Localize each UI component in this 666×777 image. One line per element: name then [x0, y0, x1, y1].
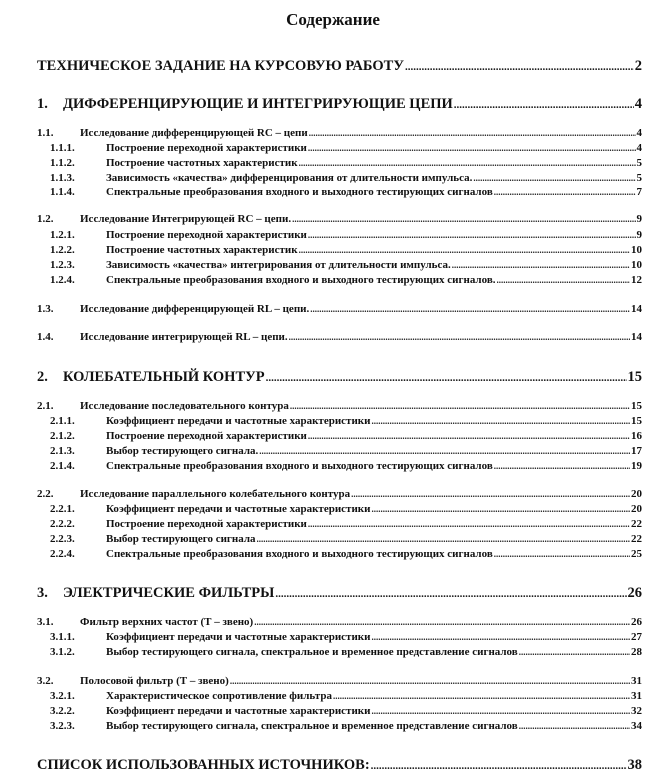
entry-title: Зависимость «качества» дифференцирования от длительности импульса.	[106, 172, 473, 184]
entry-page-number: 12	[631, 274, 642, 286]
entry-number: 3.2.3.	[50, 720, 75, 732]
entry-number: 1.1.2.	[50, 157, 75, 169]
entry-title: Фильтр верхних частот (Т – звено)	[80, 616, 254, 628]
entry-page-number: 5	[636, 157, 642, 169]
toc-section-entry[interactable]	[37, 331, 642, 343]
entry-title: Построение переходной характеристики	[106, 142, 307, 154]
toc-chapter-entry[interactable]	[37, 369, 642, 386]
entry-title: Построение переходной характеристики	[106, 518, 307, 530]
entry-page-number: 4	[636, 127, 642, 139]
entry-page-number: 31	[631, 675, 642, 687]
toc-section-entry[interactable]	[37, 303, 642, 315]
dot-leader	[292, 214, 635, 224]
entry-title: Построение частотных характеристик	[106, 157, 298, 169]
entry-number: 3.2.2.	[50, 705, 75, 717]
entry-page-number: 7	[636, 186, 642, 198]
entry-page-number: 14	[631, 303, 642, 315]
dot-leader	[454, 99, 634, 111]
dot-leader	[405, 61, 634, 73]
entry-number: 2.2.1.	[50, 503, 75, 515]
toc-subsection-entry[interactable]	[50, 503, 642, 515]
dot-leader	[299, 245, 630, 255]
toc-section-entry[interactable]	[37, 616, 642, 628]
entry-title: Спектральные преобразования входного и выходного тестирующих сигналов	[106, 186, 493, 198]
entry-number: 1.2.3.	[50, 259, 75, 271]
entry-number: 2.1.1.	[50, 415, 75, 427]
entry-title: Коэффициент передачи и частотные характеристики	[106, 631, 371, 643]
entry-page-number: 34	[631, 720, 642, 732]
entry-page-number: 2	[634, 58, 642, 74]
dot-leader	[259, 446, 630, 456]
toc-subsection-entry[interactable]	[50, 646, 642, 658]
entry-number: 1.2.	[37, 213, 54, 225]
dot-leader	[473, 173, 635, 183]
entry-number: 2.2.2.	[50, 518, 75, 530]
entry-title: Построение переходной характеристики	[106, 229, 307, 241]
entry-number: 1.1.1.	[50, 142, 75, 154]
dot-leader	[308, 431, 630, 441]
entry-title: Выбор тестирующего сигнала, спектральное и временное представление сигналов	[106, 646, 518, 658]
entry-title: Исследование параллельного колебательного контура	[80, 488, 351, 500]
dot-leader	[257, 534, 630, 544]
toc-subsection-entry[interactable]	[50, 172, 642, 184]
toc-subsection-entry[interactable]	[50, 445, 642, 457]
dot-leader	[371, 632, 630, 642]
dot-leader	[308, 230, 636, 240]
dot-leader	[519, 721, 630, 731]
toc-subsection-entry[interactable]	[50, 229, 642, 241]
dot-leader	[308, 519, 630, 529]
entry-page-number: 19	[631, 460, 642, 472]
toc-subsection-entry[interactable]	[50, 186, 642, 198]
entry-number: 2.1.	[37, 400, 54, 412]
entry-number: 1.1.4.	[50, 186, 75, 198]
dot-leader	[494, 461, 630, 471]
toc-subsection-entry[interactable]	[50, 142, 642, 154]
dot-leader	[308, 143, 636, 153]
toc-title: Содержание	[286, 10, 380, 29]
toc-subsection-entry[interactable]	[50, 705, 642, 717]
entry-title: Зависимость «качества» интегрирования от длительности импульса.	[106, 259, 451, 271]
entry-page-number: 10	[631, 244, 642, 256]
dot-leader	[452, 260, 630, 270]
entry-page-number: 22	[631, 518, 642, 530]
entry-title: Спектральные преобразования входного и выходного тестирующих сигналов.	[106, 274, 496, 286]
entry-number: 2.2.	[37, 488, 54, 500]
entry-page-number: 22	[631, 533, 642, 545]
entry-title: ДИФФЕРЕНЦИРУЮЩИЕ И ИНТЕГРИРУЮЩИЕ ЦЕПИ	[63, 96, 453, 112]
entry-title: Выбор тестирующего сигнала.	[106, 445, 259, 457]
entry-number: 3.2.	[37, 675, 54, 687]
toc-subsection-entry[interactable]	[50, 533, 642, 545]
toc-subsection-entry[interactable]	[50, 548, 642, 560]
dot-leader	[497, 275, 630, 285]
entry-page-number: 17	[631, 445, 642, 457]
entry-number: 1.1.3.	[50, 172, 75, 184]
entry-page-number: 9	[636, 213, 642, 225]
entry-page-number: 26	[627, 585, 642, 601]
entry-number: 1.4.	[37, 331, 54, 343]
entry-title: Спектральные преобразования входного и выходного тестирующих сигналов	[106, 460, 493, 472]
entry-number: 2.2.3.	[50, 533, 75, 545]
toc-subsection-entry[interactable]	[50, 274, 642, 286]
dot-leader	[494, 187, 636, 197]
entry-number: 2.1.4.	[50, 460, 75, 472]
entry-page-number: 15	[631, 415, 642, 427]
entry-page-number: 4	[634, 96, 642, 112]
entry-page-number: 28	[631, 646, 642, 658]
entry-number: 3.1.	[37, 616, 54, 628]
toc-subsection-entry[interactable]	[50, 157, 642, 169]
dot-leader	[275, 588, 626, 600]
entry-title: КОЛЕБАТЕЛЬНЫЙ КОНТУР	[63, 369, 265, 385]
dot-leader	[494, 549, 630, 559]
toc-subsection-entry[interactable]	[50, 415, 642, 427]
entry-number: 1.1.	[37, 127, 54, 139]
toc-section-entry[interactable]	[37, 675, 642, 687]
entry-page-number: 38	[627, 757, 642, 773]
entry-title: Построение частотных характеристик	[106, 244, 298, 256]
toc-subsection-entry[interactable]	[50, 430, 642, 442]
entry-number: 3.2.1.	[50, 690, 75, 702]
entry-number: 1.	[37, 96, 48, 112]
toc-section-entry[interactable]	[37, 400, 642, 412]
entry-page-number: 9	[636, 229, 642, 241]
entry-title: Исследование дифференцирующей RC – цепи	[80, 127, 308, 139]
entry-page-number: 15	[631, 400, 642, 412]
toc-section-entry[interactable]	[37, 488, 642, 500]
entry-title: ЭЛЕКТРИЧЕСКИЕ ФИЛЬТРЫ	[63, 585, 275, 601]
entry-title: Исследование Интегрирующей RC – цепи.	[80, 213, 292, 225]
toc-subsection-entry[interactable]	[50, 631, 642, 643]
dot-leader	[371, 416, 630, 426]
entry-title: Исследование последовательного контура	[80, 400, 289, 412]
entry-page-number: 31	[631, 690, 642, 702]
dot-leader	[371, 504, 630, 514]
dot-leader	[289, 332, 630, 342]
dot-leader	[230, 676, 630, 686]
toc-subsection-entry[interactable]	[50, 518, 642, 530]
toc-subsection-entry[interactable]	[50, 690, 642, 702]
entry-page-number: 32	[631, 705, 642, 717]
entry-title: Выбор тестирующего сигнала	[106, 533, 256, 545]
entry-number: 1.2.2.	[50, 244, 75, 256]
entry-title: Построение переходной характеристики	[106, 430, 307, 442]
dot-leader	[254, 617, 630, 627]
toc-chapter-entry[interactable]	[37, 585, 642, 602]
entry-page-number: 27	[631, 631, 642, 643]
entry-number: 3.1.2.	[50, 646, 75, 658]
dot-leader	[310, 304, 630, 314]
entry-title: Коэффициент передачи и частотные характеристики	[106, 503, 371, 515]
entry-number: 3.	[37, 585, 48, 601]
entry-page-number: 20	[631, 503, 642, 515]
entry-page-number: 25	[631, 548, 642, 560]
dot-leader	[371, 760, 627, 772]
toc-section-entry[interactable]	[37, 213, 642, 225]
toc-section-entry[interactable]	[37, 127, 642, 139]
toc-chapter-entry[interactable]	[37, 96, 642, 113]
entry-page-number: 14	[631, 331, 642, 343]
dot-leader	[290, 401, 630, 411]
toc-subsection-entry[interactable]	[50, 259, 642, 271]
dot-leader	[266, 372, 627, 384]
entry-number: 1.2.1.	[50, 229, 75, 241]
toc-chapter-entry[interactable]	[37, 58, 642, 75]
entry-number: 2.2.4.	[50, 548, 75, 560]
entry-number: 2.	[37, 369, 48, 385]
toc-subsection-entry[interactable]	[50, 460, 642, 472]
entry-title: Выбор тестирующего сигнала, спектральное и временное представление сигналов	[106, 720, 518, 732]
dot-leader	[333, 691, 630, 701]
dot-leader	[519, 647, 630, 657]
entry-title: Коэффициент передачи и частотные характеристики	[106, 705, 371, 717]
entry-title: ТЕХНИЧЕСКОЕ ЗАДАНИЕ НА КУРСОВУЮ РАБОТУ	[37, 58, 404, 74]
entry-number: 3.1.1.	[50, 631, 75, 643]
entry-number: 2.1.3.	[50, 445, 75, 457]
toc-subsection-entry[interactable]	[50, 244, 642, 256]
entry-title: Характеристическое сопротивление фильтра	[106, 690, 332, 702]
dot-leader	[299, 158, 636, 168]
entry-title: Коэффициент передачи и частотные характеристики	[106, 415, 371, 427]
entry-page-number: 4	[636, 142, 642, 154]
entry-title: СПИСОК ИСПОЛЬЗОВАННЫХ ИСТОЧНИКОВ:	[37, 757, 370, 773]
entry-page-number: 16	[631, 430, 642, 442]
entry-title: Исследование дифференцирующей RL – цепи.	[80, 303, 310, 315]
entry-number: 1.2.4.	[50, 274, 75, 286]
entry-page-number: 15	[627, 369, 642, 385]
entry-title: Полосовой фильтр (Т – звено)	[80, 675, 229, 687]
entry-page-number: 26	[631, 616, 642, 628]
entry-title: Исследование интегрирующей RL – цепи.	[80, 331, 288, 343]
entry-number: 1.3.	[37, 303, 54, 315]
entry-page-number: 5	[636, 172, 642, 184]
toc-subsection-entry[interactable]	[50, 720, 642, 732]
dot-leader	[351, 489, 630, 499]
dot-leader	[371, 706, 630, 716]
entry-number: 2.1.2.	[50, 430, 75, 442]
toc-chapter-entry[interactable]	[37, 757, 642, 774]
entry-page-number: 20	[631, 488, 642, 500]
entry-page-number: 10	[631, 259, 642, 271]
entry-title: Спектральные преобразования входного и выходного тестирующих сигналов	[106, 548, 493, 560]
dot-leader	[309, 128, 636, 138]
